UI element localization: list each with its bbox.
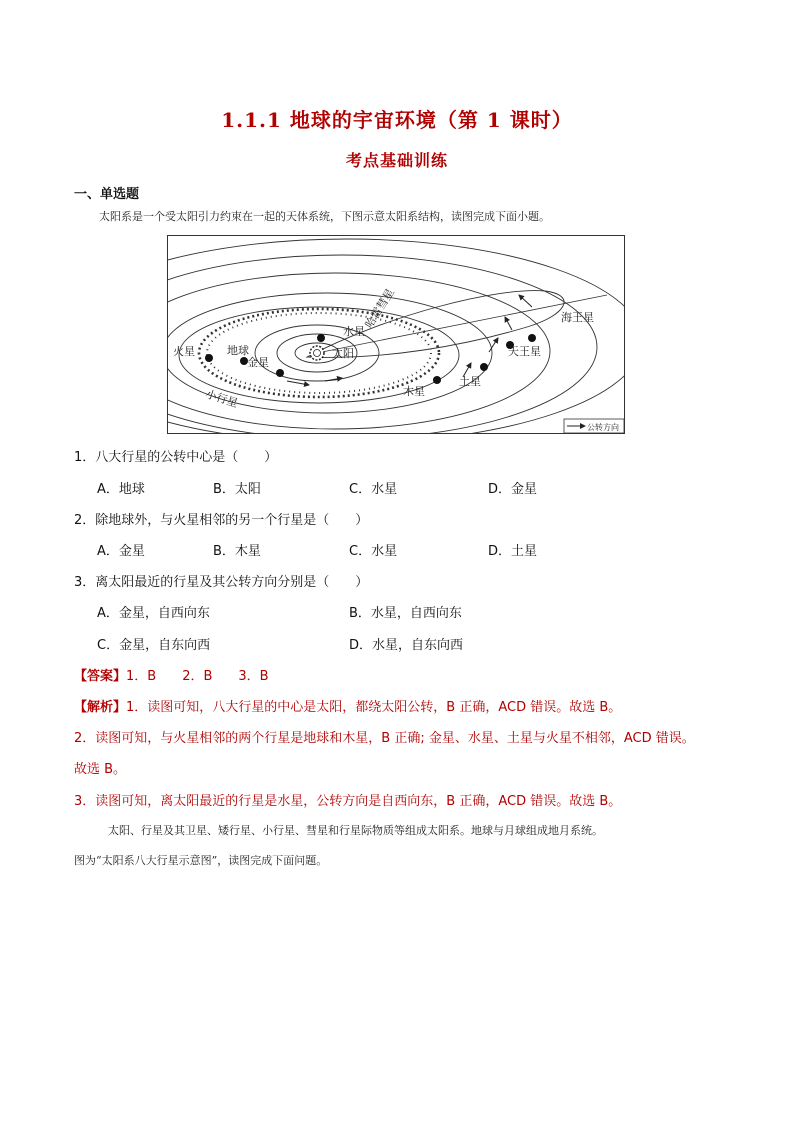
q1-option-b: B．太阳	[213, 482, 261, 497]
planet-jupiter	[433, 376, 441, 384]
page-subtitle: 考点基础训练	[345, 151, 448, 170]
answer-line	[74, 665, 269, 684]
q2-option-b: B．木星	[213, 544, 261, 559]
intro-text-2b: 图为“太阳系八大行星示意图”，读图完成下面问题。	[74, 854, 328, 867]
legend-box	[564, 419, 624, 433]
planet-neptune	[528, 334, 536, 342]
label-mercury: 水星	[343, 325, 365, 338]
section-title: 一、单选题	[74, 187, 140, 202]
label-uranus: 天王星	[508, 345, 541, 358]
analysis-line-3: 3．读图可知，离太阳最近的行星是水星，公转方向是自西向东，B 正确，ACD 错误。故选 B。	[74, 794, 622, 809]
planet-venus	[276, 369, 284, 377]
label-saturn: 土星	[459, 375, 481, 388]
answer-tag: 【答案】	[74, 669, 127, 684]
answer-text: 1．B 2．B 3．B	[126, 669, 269, 684]
label-jupiter: 木星	[403, 385, 425, 398]
analysis-line-1	[74, 696, 621, 715]
label-comet: 哈雷彗星	[362, 286, 397, 331]
label-sun: 太阳	[332, 347, 354, 360]
q2-option-d: D．土星	[488, 544, 538, 559]
page-title: 1.1.1 地球的宇宙环境（第 1 课时）	[221, 108, 573, 132]
analysis-line-2a: 2．读图可知，与火星相邻的两个行星是地球和木星，B 正确; 金星、水星、土星与火星不相邻，ACD 错误。	[74, 731, 695, 746]
question-1: 1．八大行星的公转中心是（ ）	[74, 450, 278, 465]
analysis-text-1: 1．读图可知，八大行星的中心是太阳，都绕太阳公转，B 正确，ACD 错误。故选 B。	[126, 700, 622, 715]
q1-option-a: A．地球	[97, 482, 145, 497]
q2-option-c: C．水星	[349, 544, 398, 559]
solar-system-figure	[167, 235, 625, 434]
q1-option-d: D．金星	[488, 482, 538, 497]
q3-option-a: A．金星，自西向东	[97, 606, 210, 621]
analysis-tag: 【解析】	[74, 700, 127, 715]
sun-marker	[310, 346, 324, 360]
question-2: 2．除地球外，与火星相邻的另一个行星是（ ）	[74, 513, 369, 528]
label-venus: 金星	[247, 356, 269, 369]
analysis-line-2b: 故选 B。	[74, 762, 127, 777]
q1-option-c: C．水星	[349, 482, 398, 497]
question-3: 3．离太阳最近的行星及其公转方向分别是（ ）	[74, 575, 369, 590]
label-earth: 地球	[227, 344, 249, 357]
q3-option-c: C．金星，自东向西	[97, 638, 211, 653]
intro-text: 太阳系是一个受太阳引力约束在一起的天体系统，下图示意太阳系结构，读图完成下面小题。	[99, 210, 550, 223]
q3-option-d: D．水星，自东向西	[349, 638, 464, 653]
planet-mercury	[317, 334, 325, 342]
intro-text-2a: 太阳、行星及其卫星、矮行星、小行星、彗星和行星际物质等组成太阳系。地球与月球组成地月系统。	[108, 824, 603, 837]
label-asteroid: 小行星	[204, 387, 240, 411]
planet-mars	[205, 354, 213, 362]
legend-label: 公转方向	[587, 423, 619, 432]
q3-option-b: B．水星，自西向东	[349, 606, 462, 621]
label-mars: 火星	[173, 345, 195, 358]
label-neptune: 海王星	[561, 311, 594, 324]
planet-saturn	[480, 363, 488, 371]
q2-option-a: A．金星	[97, 544, 145, 559]
